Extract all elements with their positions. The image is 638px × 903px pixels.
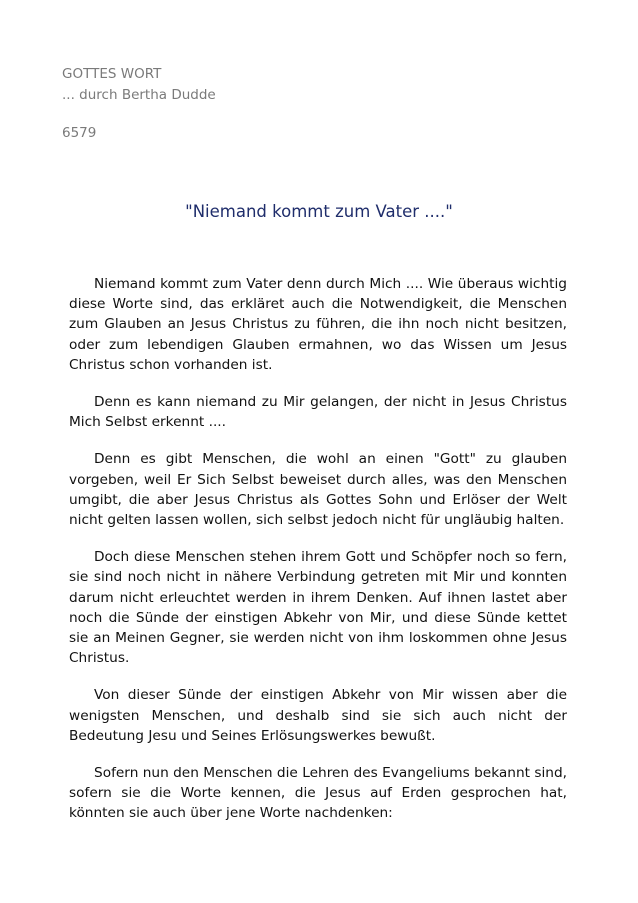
paragraph: Sofern nun den Menschen die Lehren des Evangeliums bekannt sind, sofern sie die Worte kennen, die Jesus auf Erden gesprochen hat, könnten sie auch über jene Worte nachdenken: [69,765,567,822]
header-author: ... durch Bertha Dudde [62,87,216,103]
paragraph: Niemand kommt zum Vater denn durch Mich .... Wie überaus wichtig diese Worte sind, das erkläret auch die Notwendigkeit, die Menschen zum Glauben an Jesus Christus zu führen, die ihn noch nicht besitzen, oder zum lebendigen Glauben ermahnen, wo das Wissen um Jesus Christus schon vorhanden ist. [69,276,567,373]
paragraph: Denn es kann niemand zu Mir gelangen, der nicht in Jesus Christus Mich Selbst erkennt .... [69,394,567,431]
document-header [62,64,216,144]
document-number: 6579 [62,125,97,141]
document-body [69,274,567,841]
header-title: GOTTES WORT [62,66,162,82]
paragraph: Denn es gibt Menschen, die wohl an einen "Gott" zu glauben vorgeben, weil Er Sich Selbst beweiset durch alles, was den Menschen umgibt, die aber Jesus Christus als Gottes Sohn und Erlöser der Welt nicht gelten lassen wollen, sich selbst jedoch nicht für ungläubig halten. [69,451,567,529]
document-title: "Niemand kommt zum Vater ...." [185,202,453,221]
paragraph: Doch diese Menschen stehen ihrem Gott und Schöpfer noch so fern, sie sind noch nicht in nähere Verbindung getreten mit Mir und konnten darum nicht erleuchtet werden in ihrem Denken. Auf ihnen lastet aber noch die Sünde der einstigen Abkehr von Mir, und diese Sünde kettet sie an Meinen Gegner, sie werden nicht von ihm loskommen ohne Jesus Christus. [69,549,567,667]
paragraph: Von dieser Sünde der einstigen Abkehr von Mir wissen aber die wenigsten Menschen, und deshalb sind sie sich auch nicht der Bedeutung Jesu und Seines Erlösungswerkes bewußt. [69,687,567,744]
